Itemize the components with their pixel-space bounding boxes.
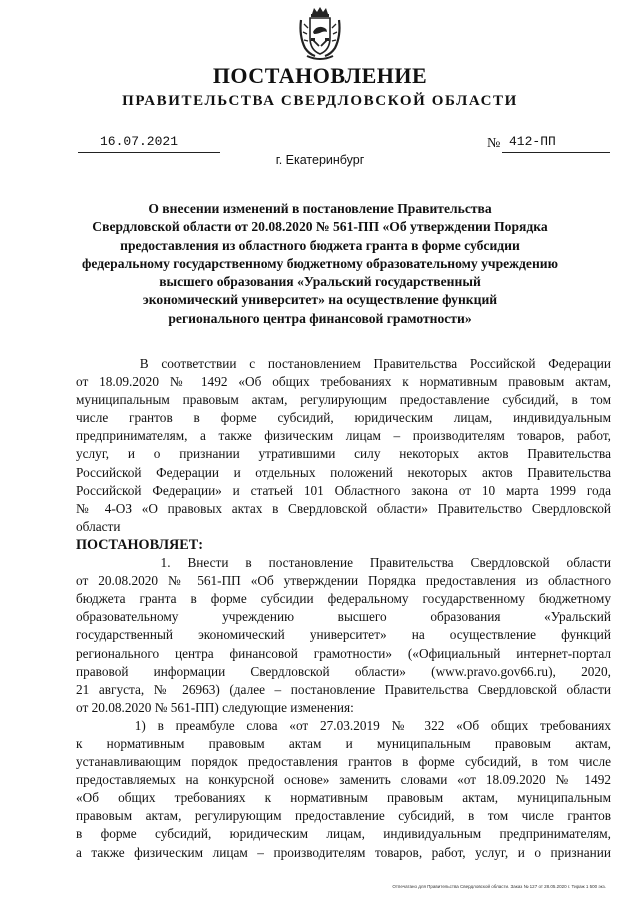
body-line: государственный экономический университет» на осуществление функций [76,627,611,643]
body-line: 21 августа, № 26963) (далее – постановление Правительства Свердловской области [76,681,611,697]
subject-line: О внесении изменений в постановление Правительства [148,201,492,216]
body-line: а также физическим лицам – производителям товаров, работ, услуг, и о признании [76,844,611,860]
print-footer: Отпечатано для Правительства Свердловской области. Заказ № 127 от 28.05.2020 г. Тираж 1 500 экз. [392,884,606,889]
body-line: услуг, и о признании утратившими силу некоторых актов Правительства [76,446,611,462]
coat-of-arms-icon [297,6,343,62]
date-field [78,134,220,153]
body-line: регионального центра финансовой грамотности» («Официальный интернет-портал [76,645,611,661]
number-field [502,134,610,153]
subject-line: регионального центра финансовой грамотности» [168,310,472,326]
document-subtitle: ПРАВИТЕЛЬСТВА СВЕРДЛОВСКОЙ ОБЛАСТИ [122,93,518,109]
body-line: правовой информации Свердловской области» (www.pravo.gov66.ru), 2020, [76,663,611,679]
body-line: Российской Федерации» и статьей 101 Областного закона от 10 марта 1999 года [76,482,611,498]
body-line: устанавливающим порядок предоставления грантов в форме субсидий, в том числе [76,754,611,770]
subject-line: Свердловской области от 20.08.2020 № 561-ПП «Об утверждении Порядка [92,219,548,235]
body-line: от 18.09.2020 № 1492 «Об общих требованиях к нормативным правовым актам, [76,374,611,390]
document-body [76,355,611,862]
body-line: муниципальным правовым актам, регулирующим предоставление субсидий, в том [76,392,611,408]
body-line: Российской Федерации и отдельных положений некоторых актов Правительства [76,464,611,480]
body-line: В соответствии с постановлением Правительства Российской Федерации [76,356,611,371]
document-subject [70,200,570,328]
body-line: правовым актам, регулирующим предоставление субсидий, в том числе грантов [76,808,611,824]
body-line: от 20.08.2020 № 561-ПП) следующие изменения: [76,699,354,715]
city: г. Екатеринбург [275,153,365,167]
number-label: № [487,136,501,151]
body-line: 1) в преамбуле слова «от 27.03.2019 № 322 «Об общих требованиях [76,717,611,733]
subject-line: высшего образования «Уральский государственный [159,274,481,290]
body-line: 1. Внести в постановление Правительства Свердловской области [76,555,611,571]
body-line: от 20.08.2020 № 561-ПП «Об утверждении Порядка предоставления из областного [76,573,611,589]
document-title: ПОСТАНОВЛЕНИЕ [212,63,428,88]
body-line: в форме субсидий, юридическим лицам, индивидуальным предпринимателям, [76,826,611,842]
resolution-keyword: ПОСТАНОВЛЯЕТ: [76,536,203,553]
body-line: «Об общих требованиях к нормативным правовым актам, муниципальным [76,790,611,806]
body-line: № 4-ОЗ «О правовых актах в Свердловской области» Правительство Свердловской [76,500,611,516]
subject-line: предоставления из областного бюджета гранта в форме субсидии [120,237,520,253]
body-line: области [76,518,121,534]
body-line: числе грантов в форме субсидий, юридическим лицам, индивидуальным [76,410,611,426]
document-number: 412-ПП [509,134,556,149]
body-line: предоставляемых на конкурсной основе» заменить словами «от 18.09.2020 № 1492 [76,772,611,788]
subject-line: федеральному государственному бюджетному образовательному учреждению [82,255,558,271]
subject-line: экономический университет» на осуществление функций [142,292,498,308]
body-line: бюджета гранта в форме субсидии федеральному государственному бюджетному [76,591,611,607]
body-line: к нормативным правовым актам и муниципальным правовым актам, [76,735,611,751]
body-line: образовательному учреждению высшего образования «Уральский [76,609,611,625]
body-line: предпринимателям, а также физическим лицам – производителям товаров, работ, [76,428,611,444]
document-date: 16.07.2021 [100,134,179,149]
